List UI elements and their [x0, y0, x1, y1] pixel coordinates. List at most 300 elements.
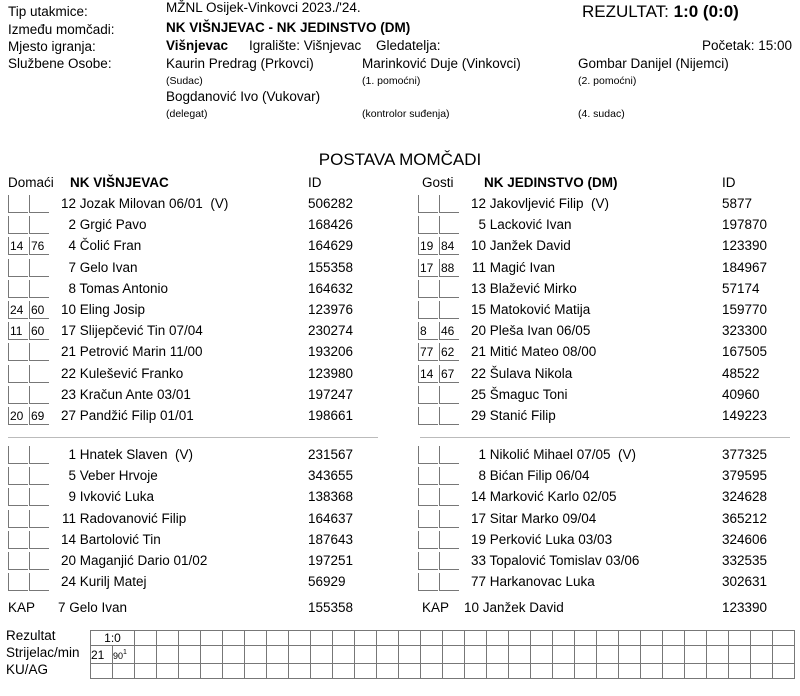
grid-cell [685, 646, 707, 664]
home-captain-id: 155358 [308, 600, 354, 615]
sub-in-box: 14 [418, 365, 438, 383]
away-label: Gosti [422, 175, 454, 190]
sub-minute-box [29, 510, 49, 528]
sub-in-box [418, 195, 438, 213]
grid-cell [663, 646, 685, 664]
sub-minute-box: 69 [29, 407, 49, 425]
sub-in-box [8, 343, 28, 361]
sub-minute-box: 60 [29, 322, 49, 340]
sub-in-box [8, 488, 28, 506]
kickoff-time: Početak: 15:00 [702, 38, 793, 53]
sub-in-box: 11 [8, 322, 28, 340]
player-number: 19 [470, 531, 486, 547]
grid-cell [113, 664, 135, 679]
player-name: Topalović Tomislav 03/06 [486, 553, 640, 568]
player-name: Kulešević Franko [76, 365, 184, 381]
sub-minute-box: 88 [439, 259, 459, 277]
sub-in-box [418, 531, 438, 549]
sub-minute-box [439, 301, 459, 319]
grid-cell [245, 646, 267, 664]
match-title: NK VIŠNJEVAC - NK JEDINSTVO (DM) [166, 20, 411, 35]
sub-minute-box [439, 552, 459, 570]
grid-cell [663, 631, 685, 646]
grid-cell [773, 664, 795, 679]
sub-minute-box [29, 280, 49, 298]
grid-cell [201, 646, 223, 664]
sub-in-box [8, 365, 28, 383]
grid-cell [553, 631, 575, 646]
player-name: Grgić Pavo [76, 217, 147, 233]
player-id: 324628 [722, 489, 768, 505]
away-captain-id: 123390 [722, 600, 768, 615]
sub-minute-box [29, 195, 49, 213]
grid-cell [399, 646, 421, 664]
player-name: Kračun Ante 03/01 [76, 386, 191, 402]
player-number: 20 [60, 553, 76, 568]
grid-cell [707, 631, 729, 646]
grid-cell [575, 664, 597, 679]
grid-cell [289, 631, 311, 646]
grid-cell [377, 664, 399, 679]
player-id: 164632 [308, 280, 354, 296]
player-number: 77 [470, 574, 486, 590]
grid-cell [311, 664, 333, 679]
official-name: Bogdanović Ivo (Vukovar) [166, 89, 321, 104]
player-id: 155358 [308, 259, 354, 275]
sub-in-box: 24 [8, 301, 28, 319]
sub-in-box [418, 386, 438, 404]
player-id: 123390 [722, 238, 768, 254]
official-name: Kaurin Predrag (Prkovci) [166, 56, 314, 71]
official-role: (2. pomoćni) [578, 75, 637, 87]
sub-minute-box [439, 216, 459, 234]
grid-cell [179, 646, 201, 664]
result-header [582, 2, 739, 22]
tip-label: Tip utakmice: [8, 4, 88, 19]
player-number: 13 [470, 280, 486, 296]
player-name: Šmaguc Toni [486, 386, 568, 402]
sub-in-box [418, 467, 438, 485]
player-id: 198661 [308, 408, 354, 423]
player-id: 197247 [308, 386, 354, 402]
player-name: Veber Hrvoje [76, 468, 158, 484]
grid-cell [597, 631, 619, 646]
player-id: 5877 [722, 196, 753, 211]
grid-cell [619, 646, 641, 664]
player-name: Perković Luka 03/03 [486, 531, 613, 547]
grid-cell [113, 646, 135, 664]
player-number: 7 [68, 259, 76, 275]
player-id: 57174 [722, 280, 760, 296]
player-number: 5 [478, 217, 486, 233]
grid-cell [509, 646, 531, 664]
sub-minute-box [439, 280, 459, 298]
sub-minute-box [439, 531, 459, 549]
grid-cell [575, 646, 597, 664]
player-name: Šulava Nikola [486, 365, 573, 381]
player-name: Bartolović Tin [76, 531, 161, 547]
player-number: 24 [60, 574, 76, 590]
grid-cell [487, 664, 509, 679]
grid-cell [531, 646, 553, 664]
sub-in-box [418, 301, 438, 319]
player-number: 12 [60, 196, 76, 211]
grid-cell [355, 646, 377, 664]
player-number: 20 [470, 323, 486, 339]
player-number: 1 [478, 447, 486, 462]
away-team-name: NK JEDINSTVO (DM) [484, 175, 618, 190]
sub-in-box: 17 [418, 259, 438, 277]
venue-value: Višnjevac [166, 38, 229, 53]
player-number: 27 [60, 408, 76, 423]
grid-cell [223, 631, 245, 646]
player-id: 323300 [722, 323, 768, 339]
sub-minute-box [29, 365, 49, 383]
grid-cell [707, 664, 729, 679]
player-number: 22 [60, 365, 76, 381]
home-team-name: NK VIŠNJEVAC [70, 175, 169, 190]
grid-cell [333, 631, 355, 646]
sub-minute-box [29, 216, 49, 234]
home-id-header: ID [308, 175, 322, 190]
grid-cell [465, 646, 487, 664]
player-name: Magić Ivan [486, 259, 556, 275]
official-role: (1. pomoćni) [362, 75, 421, 87]
player-id: 159770 [722, 302, 768, 317]
player-name: Čolić Fran [76, 238, 142, 254]
away-captain-name: 10 Janžek David [464, 600, 564, 615]
sub-minute-box [439, 195, 459, 213]
venue-label: Mjesto igranja: [8, 39, 96, 54]
player-name: Bićan Filip 06/04 [486, 468, 590, 484]
player-name: Ivković Luka [76, 489, 155, 505]
sub-minute-box [439, 488, 459, 506]
sub-in-box [418, 446, 438, 464]
player-number: 29 [470, 408, 486, 423]
player-number: 8 [68, 280, 76, 296]
footer-scorer-label: Strijelac/min [6, 645, 80, 660]
sub-minute-box [439, 407, 459, 425]
grid-cell [157, 631, 179, 646]
player-name: Pleša Ivan 06/05 [486, 323, 591, 339]
grid-cell [333, 664, 355, 679]
grid-cell [641, 664, 663, 679]
grid-cell [685, 631, 707, 646]
home-captain-label: KAP [8, 600, 36, 615]
grid-cell [355, 631, 377, 646]
player-name: Gelo Ivan [76, 259, 138, 275]
player-number: 14 [470, 489, 486, 505]
sub-minute-box [439, 573, 459, 591]
sub-in-box [8, 552, 28, 570]
player-number: 33 [470, 553, 486, 568]
grid-cell [729, 646, 751, 664]
player-name: Harkanovac Luka [486, 574, 595, 590]
player-number: 21 [60, 344, 76, 360]
grid-cell [619, 631, 641, 646]
player-id: 187643 [308, 531, 354, 547]
player-number: 15 [470, 302, 486, 317]
grid-cell [465, 664, 487, 679]
official-role: (Sudac) [166, 75, 203, 87]
grid-cell [685, 664, 707, 679]
grid-cell: 21 [91, 646, 113, 664]
sub-minute-box [29, 343, 49, 361]
player-name: Pandžić Filip 01/01 [76, 408, 194, 423]
sub-minute-box [439, 467, 459, 485]
grid-cell [443, 664, 465, 679]
sub-in-box: 77 [418, 343, 438, 361]
grid-cell [575, 631, 597, 646]
grid-cell [531, 631, 553, 646]
player-id: 197870 [722, 217, 768, 233]
sub-in-box [418, 573, 438, 591]
home-label: Domaći [8, 175, 54, 190]
grid-cell [311, 646, 333, 664]
player-name: Mitić Mateo 08/00 [486, 344, 597, 360]
player-name: Stanić Filip [486, 408, 556, 423]
spectators: Gledatelja: [376, 38, 441, 53]
between-label: Između momčadi: [8, 22, 115, 37]
grid-cell [355, 664, 377, 679]
sub-in-box [8, 280, 28, 298]
grid-cell [201, 631, 223, 646]
player-id: 377325 [722, 447, 768, 462]
sub-in-box [418, 216, 438, 234]
player-name: Blažević Mirko [486, 280, 577, 296]
sub-in-box [418, 280, 438, 298]
grid-cell [707, 646, 729, 664]
grid-cell [751, 631, 773, 646]
stadium: Igralište: Višnjevac [249, 38, 362, 53]
grid-cell [223, 646, 245, 664]
competition-name: MŽNL Osijek-Vinkovci 2023./'24. [166, 0, 361, 15]
player-name: Jozak Milovan 06/01 (V) [76, 196, 229, 211]
home-divider [8, 437, 378, 438]
player-name: Hnatek Slaven (V) [76, 447, 194, 462]
player-id: 149223 [722, 408, 768, 423]
player-id: 506282 [308, 196, 354, 211]
grid-cell [531, 664, 553, 679]
footer-grid [90, 630, 795, 679]
grid-cell [773, 631, 795, 646]
sub-in-box [8, 573, 28, 591]
player-number: 10 [60, 302, 76, 317]
lineup-title: POSTAVA MOMČADI [318, 150, 482, 169]
official-name: Gombar Danijel (Nijemci) [578, 56, 729, 71]
official-name: Marinković Duje (Vinkovci) [362, 56, 521, 71]
sub-in-box [418, 510, 438, 528]
player-name: Kurilj Matej [76, 574, 147, 590]
player-id: 164637 [308, 510, 354, 526]
sub-in-box [8, 446, 28, 464]
scorer-minute: 90 [113, 651, 124, 661]
sub-minute-box: 67 [439, 365, 459, 383]
player-name: Matoković Matija [486, 302, 591, 317]
grid-cell [289, 646, 311, 664]
grid-cell [773, 646, 795, 664]
grid-cell [751, 646, 773, 664]
sub-minute-box [29, 386, 49, 404]
grid-cell [597, 646, 619, 664]
sub-minute-box: 84 [439, 237, 459, 255]
footer-result-label: Rezultat [6, 628, 56, 643]
sub-in-box: 19 [418, 237, 438, 255]
player-id: 168426 [308, 217, 354, 233]
grid-cell [135, 646, 157, 664]
player-name: Eling Josip [76, 302, 146, 317]
sub-minute-box [29, 488, 49, 506]
player-id: 40960 [722, 386, 760, 402]
grid-cell [443, 646, 465, 664]
sub-minute-box: 76 [29, 237, 49, 255]
sub-in-box [8, 216, 28, 234]
player-id: 343655 [308, 468, 354, 484]
grid-cell [245, 664, 267, 679]
sub-in-box [8, 467, 28, 485]
grid-cell [179, 631, 201, 646]
grid-cell [641, 631, 663, 646]
away-captain-label: KAP [422, 600, 450, 615]
sub-in-box [418, 488, 438, 506]
player-number: 21 [470, 344, 486, 360]
grid-cell [289, 664, 311, 679]
player-id: 230274 [308, 323, 354, 339]
scorer-minute-sup: 1 [123, 649, 127, 656]
grid-cell [377, 631, 399, 646]
grid-cell [641, 646, 663, 664]
sub-in-box: 20 [8, 407, 28, 425]
player-number: 1 [68, 447, 76, 462]
player-number: 14 [60, 531, 76, 547]
player-id: 302631 [722, 574, 768, 590]
sub-minute-box [29, 552, 49, 570]
sub-in-box [418, 407, 438, 425]
grid-cell [465, 631, 487, 646]
grid-cell [619, 664, 641, 679]
grid-cell [399, 631, 421, 646]
player-number: 11 [61, 510, 76, 526]
footer-kuag-label: KU/AG [6, 662, 49, 677]
grid-cell [267, 631, 289, 646]
player-number: 22 [470, 365, 486, 381]
player-number: 4 [68, 238, 76, 254]
sub-in-box [8, 259, 28, 277]
grid-cell: 1:0 [91, 631, 135, 646]
grid-cell [157, 664, 179, 679]
player-id: 164629 [308, 238, 354, 254]
grid-cell [135, 631, 157, 646]
player-name: Petrović Marin 11/00 [76, 344, 203, 360]
player-number: 11 [471, 259, 486, 275]
player-number: 5 [68, 468, 76, 484]
grid-cell [751, 664, 773, 679]
player-number: 9 [68, 489, 76, 505]
grid-cell [377, 646, 399, 664]
grid-cell [333, 646, 355, 664]
sub-minute-box [29, 446, 49, 464]
grid-cell [509, 664, 531, 679]
player-number: 2 [68, 217, 76, 233]
player-id: 48522 [722, 365, 760, 381]
grid-cell [443, 631, 465, 646]
player-id: 379595 [722, 468, 768, 484]
player-number: 10 [470, 238, 486, 254]
sub-in-box [8, 195, 28, 213]
grid-cell [597, 664, 619, 679]
player-id: 138368 [308, 489, 354, 505]
grid-cell [157, 646, 179, 664]
player-id: 365212 [722, 510, 768, 526]
grid-cell [421, 664, 443, 679]
player-name: Slijepčević Tin 07/04 [76, 323, 203, 339]
result-value: 1:0 (0:0) [673, 2, 739, 21]
player-name: Tomas Antonio [76, 280, 169, 296]
grid-cell [663, 664, 685, 679]
grid-cell [553, 646, 575, 664]
player-name: Maganjić Dario 01/02 [76, 553, 208, 568]
player-name: Marković Karlo 02/05 [486, 489, 617, 505]
player-id: 324606 [722, 531, 768, 547]
grid-cell [223, 664, 245, 679]
player-id: 332535 [722, 553, 768, 568]
grid-cell [421, 631, 443, 646]
player-id: 197251 [308, 553, 354, 568]
grid-cell [245, 631, 267, 646]
sub-minute-box [29, 573, 49, 591]
official-role: (4. sudac) [578, 108, 625, 120]
officials-label: Službene Osobe: [8, 56, 112, 71]
player-name: Radovanović Filip [76, 510, 187, 526]
player-id: 56929 [308, 574, 346, 590]
sub-in-box: 8 [418, 322, 438, 340]
grid-cell [399, 664, 421, 679]
sub-in-box [418, 552, 438, 570]
player-id: 193206 [308, 344, 354, 360]
player-id: 123976 [308, 302, 354, 317]
player-number: 17 [60, 323, 76, 339]
sub-minute-box: 60 [29, 301, 49, 319]
player-name: Jakovljević Filip (V) [486, 196, 610, 211]
player-id: 123980 [308, 365, 354, 381]
grid-cell [267, 664, 289, 679]
player-name: Sitar Marko 09/04 [486, 510, 597, 526]
grid-cell [487, 646, 509, 664]
sub-minute-box: 62 [439, 343, 459, 361]
grid-cell [487, 631, 509, 646]
player-number: 17 [470, 510, 486, 526]
official-role: (kontrolor suđenja) [362, 108, 450, 120]
player-id: 231567 [308, 447, 354, 462]
grid-cell [729, 631, 751, 646]
grid-cell [421, 646, 443, 664]
official-role: (delegat) [166, 108, 208, 120]
grid-cell [179, 664, 201, 679]
grid-cell [91, 664, 113, 679]
result-label: REZULTAT: [582, 2, 669, 21]
player-name: Nikolić Mihael 07/05 (V) [486, 447, 637, 462]
player-number: 8 [478, 468, 486, 484]
sub-minute-box: 46 [439, 322, 459, 340]
player-id: 167505 [722, 344, 768, 360]
sub-minute-box [439, 446, 459, 464]
grid-cell [553, 664, 575, 679]
player-number: 23 [60, 386, 76, 402]
sub-minute-box [29, 531, 49, 549]
sub-in-box [8, 510, 28, 528]
grid-cell [729, 664, 751, 679]
away-id-header: ID [722, 175, 736, 190]
